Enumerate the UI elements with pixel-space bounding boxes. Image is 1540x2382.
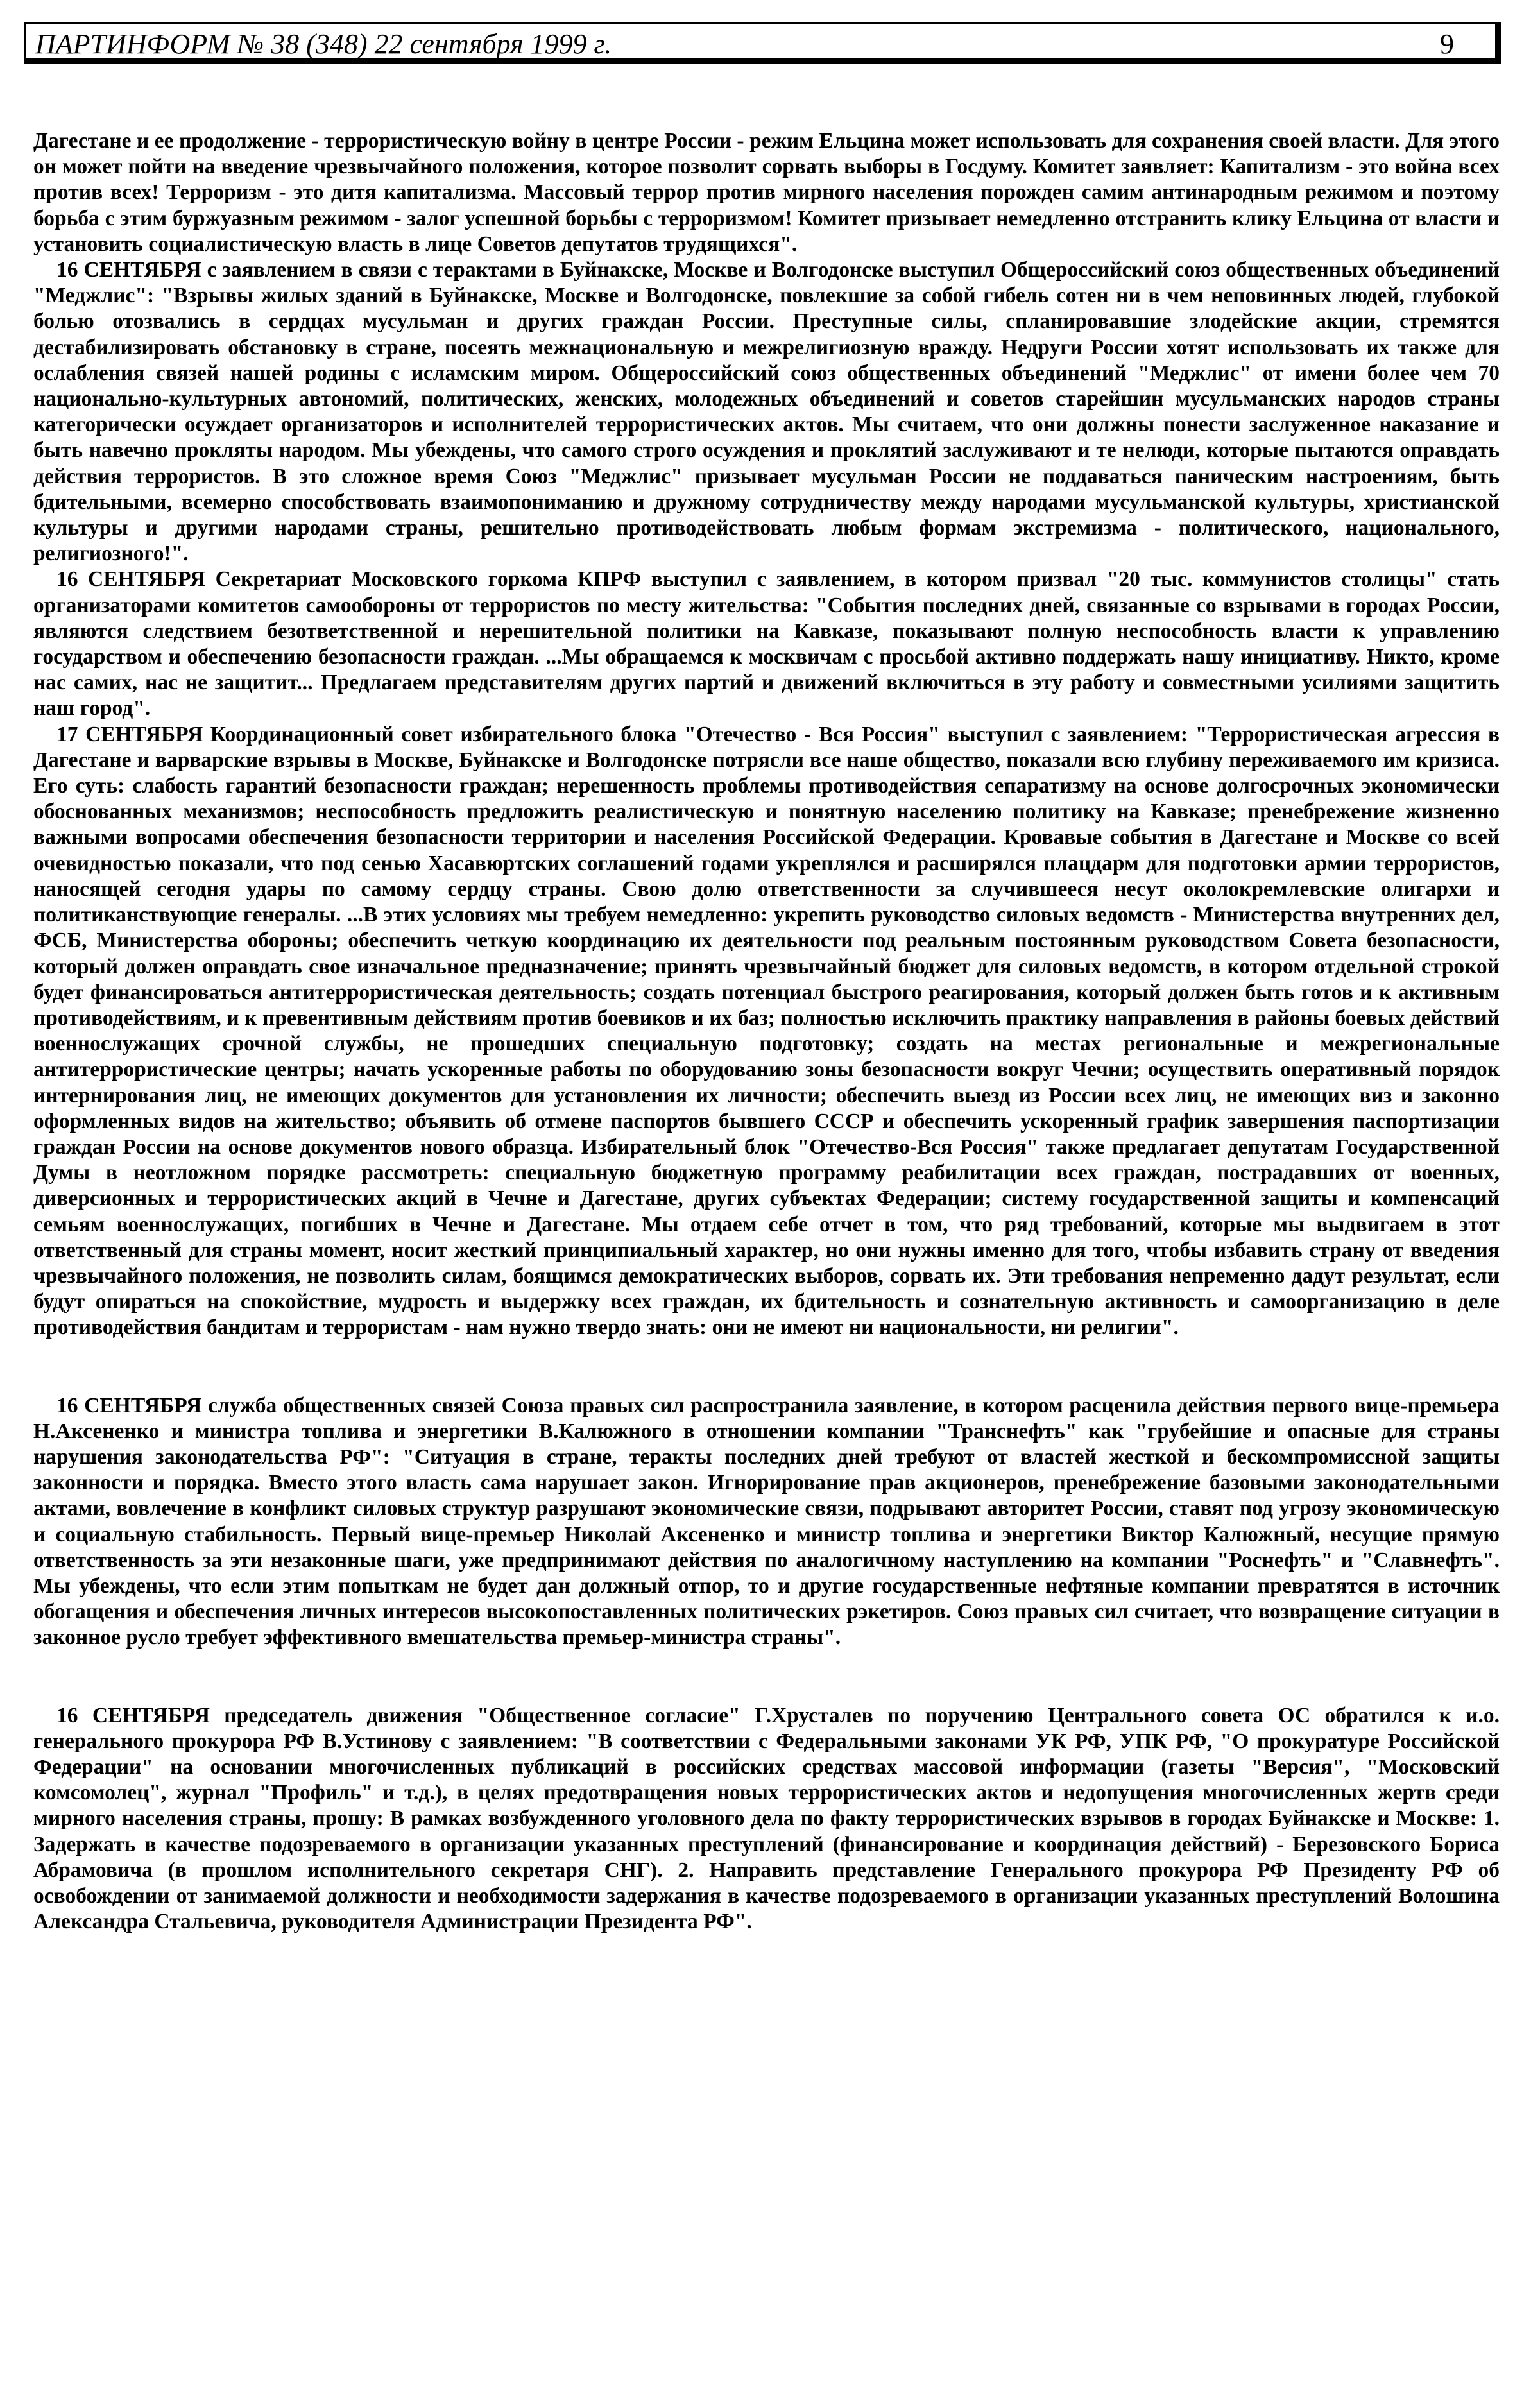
article-body [33, 128, 1500, 1935]
section-gap [33, 1651, 1500, 1703]
header-title: ПАРТИНФОРМ № 38 (348) 22 сентября 1999 г. [35, 28, 612, 60]
paragraph-medzhlis-statement: 16 СЕНТЯБРЯ с заявлением в связи с терактами в Буйнакске, Москве и Волгодонске выступил Общероссийский союз общественных объединений "Меджлис": "Взрывы жилых зданий в Буйнакске, Москве и Волгодонске, повлекшие за собой гибель сотен ни в чем неповинных людей, глубокой болью отозвались в сердцах мусульман и других граждан России. Преступные силы, спланировавшие злодейские акции, стремятся дестабилизировать обстановку в стране, посеять межнациональную и межрелигиозную вражду. Недруги России хотят использовать их также для ослабления связей нашей родины с исламским миром. Общероссийский союз общественных объединений "Меджлис" от имени более чем 70 национально-культурных автономий, политических, женских, молодежных объединений и советов старейшин мусульманских народов страны категорически осуждает организаторов и исполнителей террористических актов. Мы считаем, что они должны понести заслуженное наказание и быть навечно прокляты народом. Мы убеждены, что самого строго осуждения и проклятий заслуживают и те нелюди, которые пытаются оправдать действия террористов. В это сложное время Союз "Меджлис" призывает мусульман России не поддаваться паническим настроениям, быть бдительными, всемерно способствовать взаимопониманию и дружному сотрудничеству между народами мусульманской культуры, христианской культуры и другими народами страны, решительно противодействовать любым формам экстремизма - политического, национального, религиозного!". [33, 258, 1500, 566]
section-gap [33, 1341, 1500, 1393]
paragraph-os-statement: 16 СЕНТЯБРЯ председатель движения "Общественное согласие" Г.Хрусталев по поручению Центрального совета ОС обратился к и.о. генерального прокурора РФ В.Устинову с заявлением: "В соответствии с Федеральными законами УК РФ, УПК РФ, "О прокуратуре Российской Федерации" на основании многочисленных публикаций в российских средствах массовой информации (газеты "Версия", "Московский комсомолец", журнал "Профиль" и т.д.), в целях предотвращения новых террористических актов и недопущения многочисленных жертв среди мирного населения страны, прошу: В рамках возбужденного уголовного дела по факту террористических взрывов в городах Буйнакске и Москве: 1. Задержать в качестве подозреваемого в организации указанных преступлений (финансирование и координация действий) - Березовского Бориса Абрамовича (в прошлом исполнительного секретаря СНГ). 2. Направить представление Генерального прокурора РФ Президенту РФ об освобождении от занимаемой должности и необходимости задержания в качестве подозреваемого в организации указанных преступлений Волошина Александра Стальевича, руководителя Администрации Президента РФ". [33, 1703, 1500, 1934]
paragraph-dagestan-continuation: Дагестане и ее продолжение - террористическую войну в центре России - режим Ельцина может использовать для сохранения своей власти. Для этого он может пойти на введение чрезвычайного положения, которое позволит сорвать выборы в Госдуму. Комитет заявляет: Капитализм - это война всех против всех! Терроризм - это дитя капитализма. Массовый террор против мирного населения порожден самим антинародным режимом и поэтому борьба с этим буржуазным режимом - залог успешной борьбы с терроризмом! Комитет призывает немедленно отстранить клику Ельцина от власти и установить социалистическую власть в лице Советов депутатов трудящихся". [33, 129, 1500, 256]
paragraph-ovr-statement: 17 СЕНТЯБРЯ Координационный совет избирательного блока "Отечество - Вся Россия" выступил с заявлением: "Террористическая агрессия в Дагестане и варварские взрывы в Москве, Буйнакске и Волгодонске потрясли все наше общество, показали всю глубину переживаемого им кризиса. Его суть: слабость гарантий безопасности граждан; нерешенность проблемы противодействия сепаратизму на основе долгосрочных экономически обоснованных механизмов; неспособность предложить реалистическую и понятную населению политику на Кавказе; пренебрежение жизненно важными вопросами обеспечения безопасности территории и населения Российской Федерации. Кровавые события в Дагестане и Москве со всей очевидностью показали, что под сенью Хасавюртских соглашений годами укреплялся и расширялся плацдарм для подготовки армии террористов, наносящей сегодня удары по самому сердцу страны. Свою долю ответственности за случившееся несут околокремлевские олигархи и политиканствующие генералы. ...В этих условиях мы требуем немедленно: укрепить руководство силовых ведомств - Министерства внутренних дел, ФСБ, Министерства обороны; обеспечить четкую координацию их деятельности под реальным постоянным руководством Совета безопасности, который должен оправдать свое изначальное предназначение; принять чрезвычайный бюджет для силовых ведомств, в котором отдельной строкой будет финансироваться антитеррористическая деятельность; создать потенциал быстрого реагирования, который должен быть готов и к активным противодействиям, и к превентивным действиям против боевиков и их баз; полностью исключить практику направления в районы боевых действий военнослужащих срочной службы, не прошедших специальную подготовку; создать на местах региональные и межрегиональные антитеррористические центры; начать ускоренные работы по оборудованию зоны безопасности вокруг Чечни; осуществить оперативный порядок интернирования лиц, не имеющих документов для установления их личности; обеспечить выезд из России всех лиц, не имеющих виз и законно оформленных видов на жительство; объявить об отмене паспортов бывшего СССР и обеспечить ускоренный график завершения паспортизации граждан России на основе документов нового образца. Избирательный блок "Отечество-Вся Россия" также предлагает депутатам Государственной Думы в неотложном порядке рассмотреть: специальную бюджетную программу реабилитации всех граждан, пострадавших от военных, диверсионных и террористических акций в Чечне и Дагестане, других субъектах Федерации; систему государственной защиты и компенсаций семьям военнослужащих, погибших в Чечне и Дагестане. Мы отдаем себе отчет в том, что ряд требований, которые мы выдвигаем в этот ответственный для страны момент, носит жесткий принципиальный характер, но они нужны именно для того, чтобы избавить страну от введения чрезвычайного положения, не позволить силам, боящимся демократических выборов, сорвать их. Эти требования непременно дадут результат, если будут опираться на спокойствие, мудрость и выдержку всех граждан, их бдительность и сознательную активность и самоорганизацию в деле противодействия бандитам и террористам - нам нужно твердо знать: они не имеют ни национальности, ни религии". [33, 722, 1500, 1340]
paragraph-kprf-statement: 16 СЕНТЯБРЯ Секретариат Московского горкома КПРФ выступил с заявлением, в котором призвал "20 тыс. коммунистов столицы" стать организаторами комитетов самообороны от террористов по месту жительства: "События последних дней, связанные со взрывами в городах России, являются следствием безответственной и нерешительной политики на Кавказе, показывают полную неспособность власти к управлению государством и обеспечению безопасности граждан. ...Мы обращаемся к москвичам с просьбой активно поддержать нашу инициативу. Никто, кроме нас самих, нас не защитит... Предлагаем представителям других партий и движений включиться в эту работу и совместными усилиями защитить наш город". [33, 567, 1500, 721]
page-header [24, 22, 1501, 64]
page-number: 9 [1440, 28, 1454, 60]
paragraph-sps-statement: 16 СЕНТЯБРЯ служба общественных связей Союза правых сил распространила заявление, в котором расценила действия первого вице-премьера Н.Аксененко и министра топлива и энергетики В.Калюжного в отношении компании "Транснефть" как "грубейшие и опасные для страны нарушения законодательства РФ": "Ситуация в стране, теракты последних дней требуют от властей жесткой и бескомпромиссной защиты законности и порядка. Вместо этого власть сама нарушает закон. Игнорирование прав акционеров, пренебрежение базовыми законодательными актами, вовлечение в конфликт силовых структур разрушают экономические связи, подрывают авторитет России, ставят под угрозу экономическую и социальную стабильность. Первый вице-премьер Николай Аксененко и министр топлива и энергетики Виктор Калюжный, несущие прямую ответственность за эти незаконные шаги, уже предпринимают действия по аналогичному наступлению на компании "Роснефть" и "Славнефть". Мы убеждены, что если этим попыткам не будет дан должный отпор, то и другие государственные нефтяные компании превратятся в источник обогащения и обеспечения личных интересов высокопоставленных политических рэкетиров. Союз правых сил считает, что возвращение ситуации в законное русло требует эффективного вмешательства премьер-министра страны". [33, 1393, 1500, 1650]
